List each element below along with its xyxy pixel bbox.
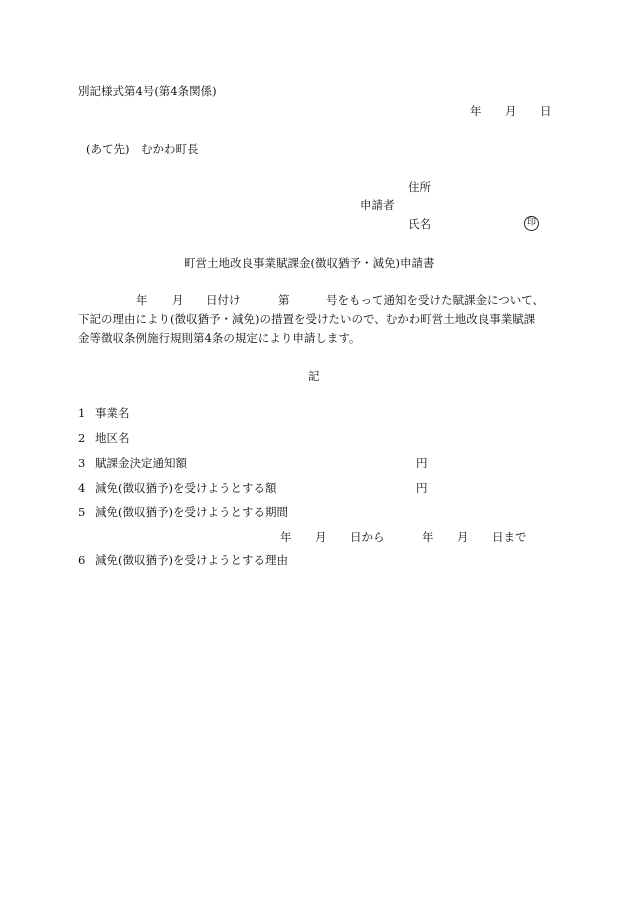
item-label-reduction-period: 減免(徴収猶予)を受けようとする期間: [95, 505, 288, 519]
document-title: 町営土地改良事業賦課金(徴収猶予・減免)申請書: [184, 256, 435, 270]
period-from-year: 年: [280, 530, 292, 544]
item-label-reduction-reason: 減免(徴収猶予)を受けようとする理由: [95, 553, 288, 567]
date-year-label: 年: [470, 104, 482, 118]
item-label-project-name: 事業名: [95, 406, 130, 420]
body-month: 月: [172, 293, 184, 307]
yen-unit: 円: [416, 481, 428, 495]
name-label: 氏名: [408, 217, 431, 231]
body-dated: 日付け: [206, 293, 241, 307]
period-to-month: 月: [457, 530, 469, 544]
item-number: 3: [78, 456, 86, 470]
item-number: 6: [78, 553, 86, 567]
body-line1-rest: 号をもって通知を受けた賦課金について、: [326, 293, 545, 307]
period-to-year: 年: [422, 530, 434, 544]
item-label-district-name: 地区名: [95, 431, 130, 445]
body-line3: 金等徴収条例施行規則第4条の規定により申請します。: [78, 331, 361, 345]
body-number-prefix: 第: [278, 293, 290, 307]
date-day-label: 日: [540, 104, 552, 118]
item-number: 5: [78, 505, 86, 519]
item-number: 1: [78, 406, 86, 420]
item-label-reduction-amount: 減免(徴収猶予)を受けようとする額: [95, 481, 277, 495]
applicant-label: 申請者: [360, 198, 395, 212]
period-to-day: 日まで: [492, 530, 527, 544]
period-from-day: 日から: [350, 530, 385, 544]
seal-icon: 印: [524, 216, 539, 231]
item-label-assessment-amount: 賦課金決定通知額: [95, 456, 187, 470]
period-from-month: 月: [315, 530, 327, 544]
form-reference: 別記様式第4号(第4条関係): [78, 84, 217, 98]
item-number: 4: [78, 481, 86, 495]
body-line2: 下記の理由により(徴収猶予・減免)の措置を受けたいので、むかわ町営土地改良事業賦課: [78, 312, 536, 326]
ki-heading: 記: [308, 369, 320, 383]
item-number: 2: [78, 431, 86, 445]
yen-unit: 円: [416, 456, 428, 470]
addressee: (あて先) むかわ町長: [86, 142, 199, 156]
date-month-label: 月: [505, 104, 517, 118]
body-year: 年: [136, 293, 148, 307]
address-label: 住所: [408, 180, 431, 194]
